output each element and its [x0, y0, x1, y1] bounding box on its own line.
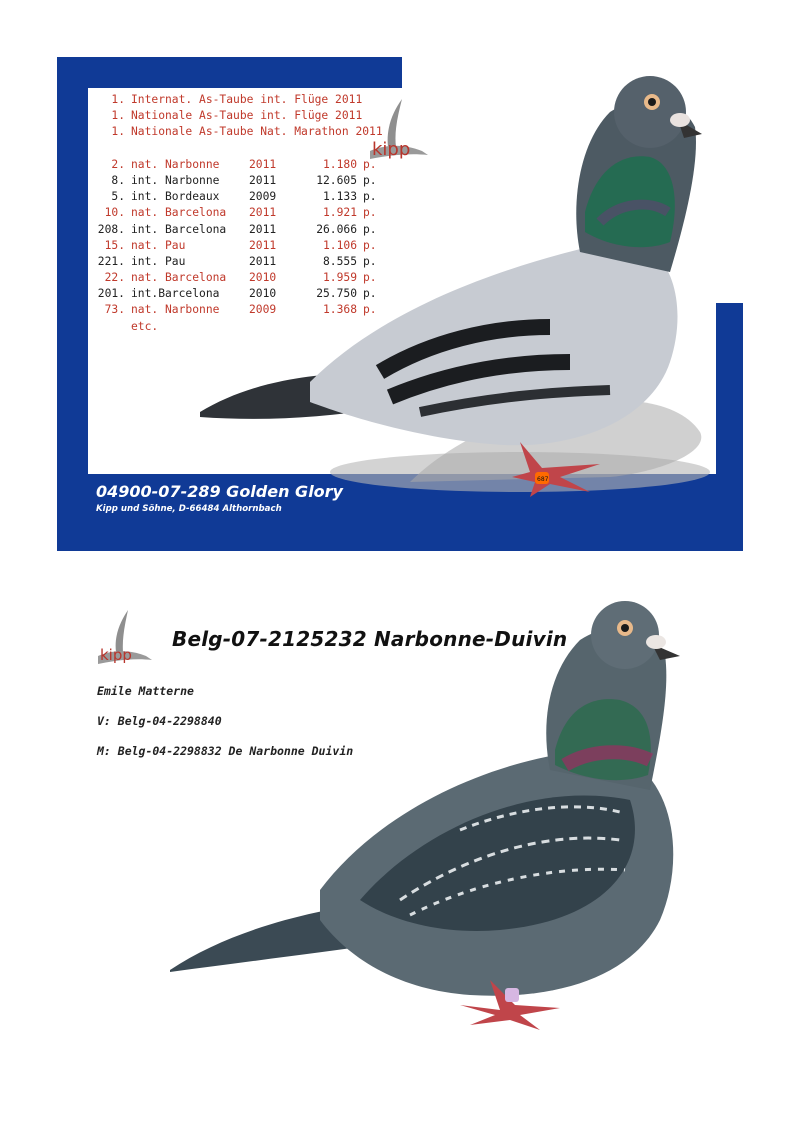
result-unit: p.: [363, 254, 377, 268]
result-rank: 1.: [111, 109, 125, 123]
result-year: 2009: [249, 190, 277, 204]
result-unit: p.: [363, 173, 377, 187]
result-year: 2011: [249, 157, 277, 171]
result-unit: p.: [363, 303, 377, 317]
kipp-logo-bottom: [94, 608, 156, 670]
result-race: int.Barcelona: [131, 287, 220, 301]
result-race: int. Pau: [131, 254, 186, 268]
result-rank: 208.: [97, 222, 125, 236]
result-unit: p.: [363, 287, 377, 301]
result-rank: 10.: [104, 206, 125, 220]
result-unit: p.: [363, 238, 377, 252]
result-rank: 8.: [111, 173, 125, 187]
pigeon-image-narbonne-duivin: [170, 600, 710, 1040]
result-unit: p.: [363, 206, 377, 220]
result-pigeons: 8.555: [322, 254, 357, 268]
result-rank: 221.: [97, 254, 125, 268]
kipp-logo-bottom-text: kipp: [100, 646, 132, 664]
result-pigeons: 1.180: [322, 157, 357, 171]
result-race: int. Bordeaux: [131, 190, 220, 204]
result-race: nat. Pau: [131, 238, 186, 252]
result-pigeons: 1.133: [322, 190, 357, 204]
pigeon-image-golden-glory: [190, 72, 730, 542]
result-pigeons: 1.959: [322, 271, 357, 285]
owner-address: Kipp und Söhne, D-66484 Althornbach: [96, 504, 282, 514]
result-race: nat. Narbonne: [131, 157, 220, 171]
result-pigeons: 25.750: [316, 287, 357, 301]
result-title: Nationale As-Taube Nat. Marathon 2011: [131, 125, 383, 139]
result-race: nat. Barcelona: [131, 271, 227, 285]
result-race: int. Barcelona: [131, 222, 227, 236]
result-rank: 1.: [111, 125, 125, 139]
result-race: nat. Barcelona: [131, 206, 227, 220]
result-title: Internat. As-Taube int. Flüge 2011: [131, 93, 363, 106]
result-unit: p.: [363, 190, 377, 204]
result-year: 2011: [249, 173, 277, 187]
result-pigeons: 1.368: [322, 303, 357, 317]
result-rank: 5.: [111, 190, 125, 204]
pigeon-name-golden-glory: 04900-07-289 Golden Glory: [96, 482, 343, 501]
result-year: 2011: [249, 206, 277, 220]
result-rank: 22.: [104, 271, 125, 285]
result-year: 2010: [249, 271, 277, 285]
ring-tag-label: 687: [537, 476, 549, 483]
result-year: 2011: [249, 238, 277, 252]
result-rank: 1.: [111, 93, 125, 106]
breeder-name: Emile Matterne: [97, 684, 194, 698]
result-pigeons: 12.605: [316, 173, 357, 187]
result-year: 2010: [249, 287, 277, 301]
result-rank: 15.: [104, 238, 125, 252]
result-title: [125, 142, 131, 155]
result-title: Nationale As-Taube int. Flüge 2011: [131, 109, 363, 123]
result-unit: p.: [363, 157, 377, 171]
result-pigeons: 1.921: [322, 206, 357, 220]
result-year: 2009: [249, 303, 277, 317]
kipp-logo-text: kipp: [372, 139, 411, 160]
pigeon-name-narbonne-duivin: Belg-07-2125232 Narbonne-Duivin: [172, 627, 568, 651]
result-rank: 73.: [104, 303, 125, 317]
result-year: 2011: [249, 254, 277, 268]
result-pigeons: 26.066: [316, 222, 357, 236]
result-rank: 201.: [97, 287, 125, 301]
result-year: 2011: [249, 222, 277, 236]
result-race: int. Narbonne: [131, 173, 220, 187]
result-pigeons: 1.106: [322, 238, 357, 252]
pedigree-mother: M: Belg-04-2298832 De Narbonne Duivin: [97, 744, 354, 758]
result-race: etc.: [131, 319, 159, 333]
result-rank: 2.: [111, 157, 125, 171]
pedigree-father: V: Belg-04-2298840: [97, 714, 222, 728]
result-unit: p.: [363, 222, 377, 236]
result-unit: p.: [363, 271, 377, 285]
result-race: nat. Narbonne: [131, 303, 220, 317]
